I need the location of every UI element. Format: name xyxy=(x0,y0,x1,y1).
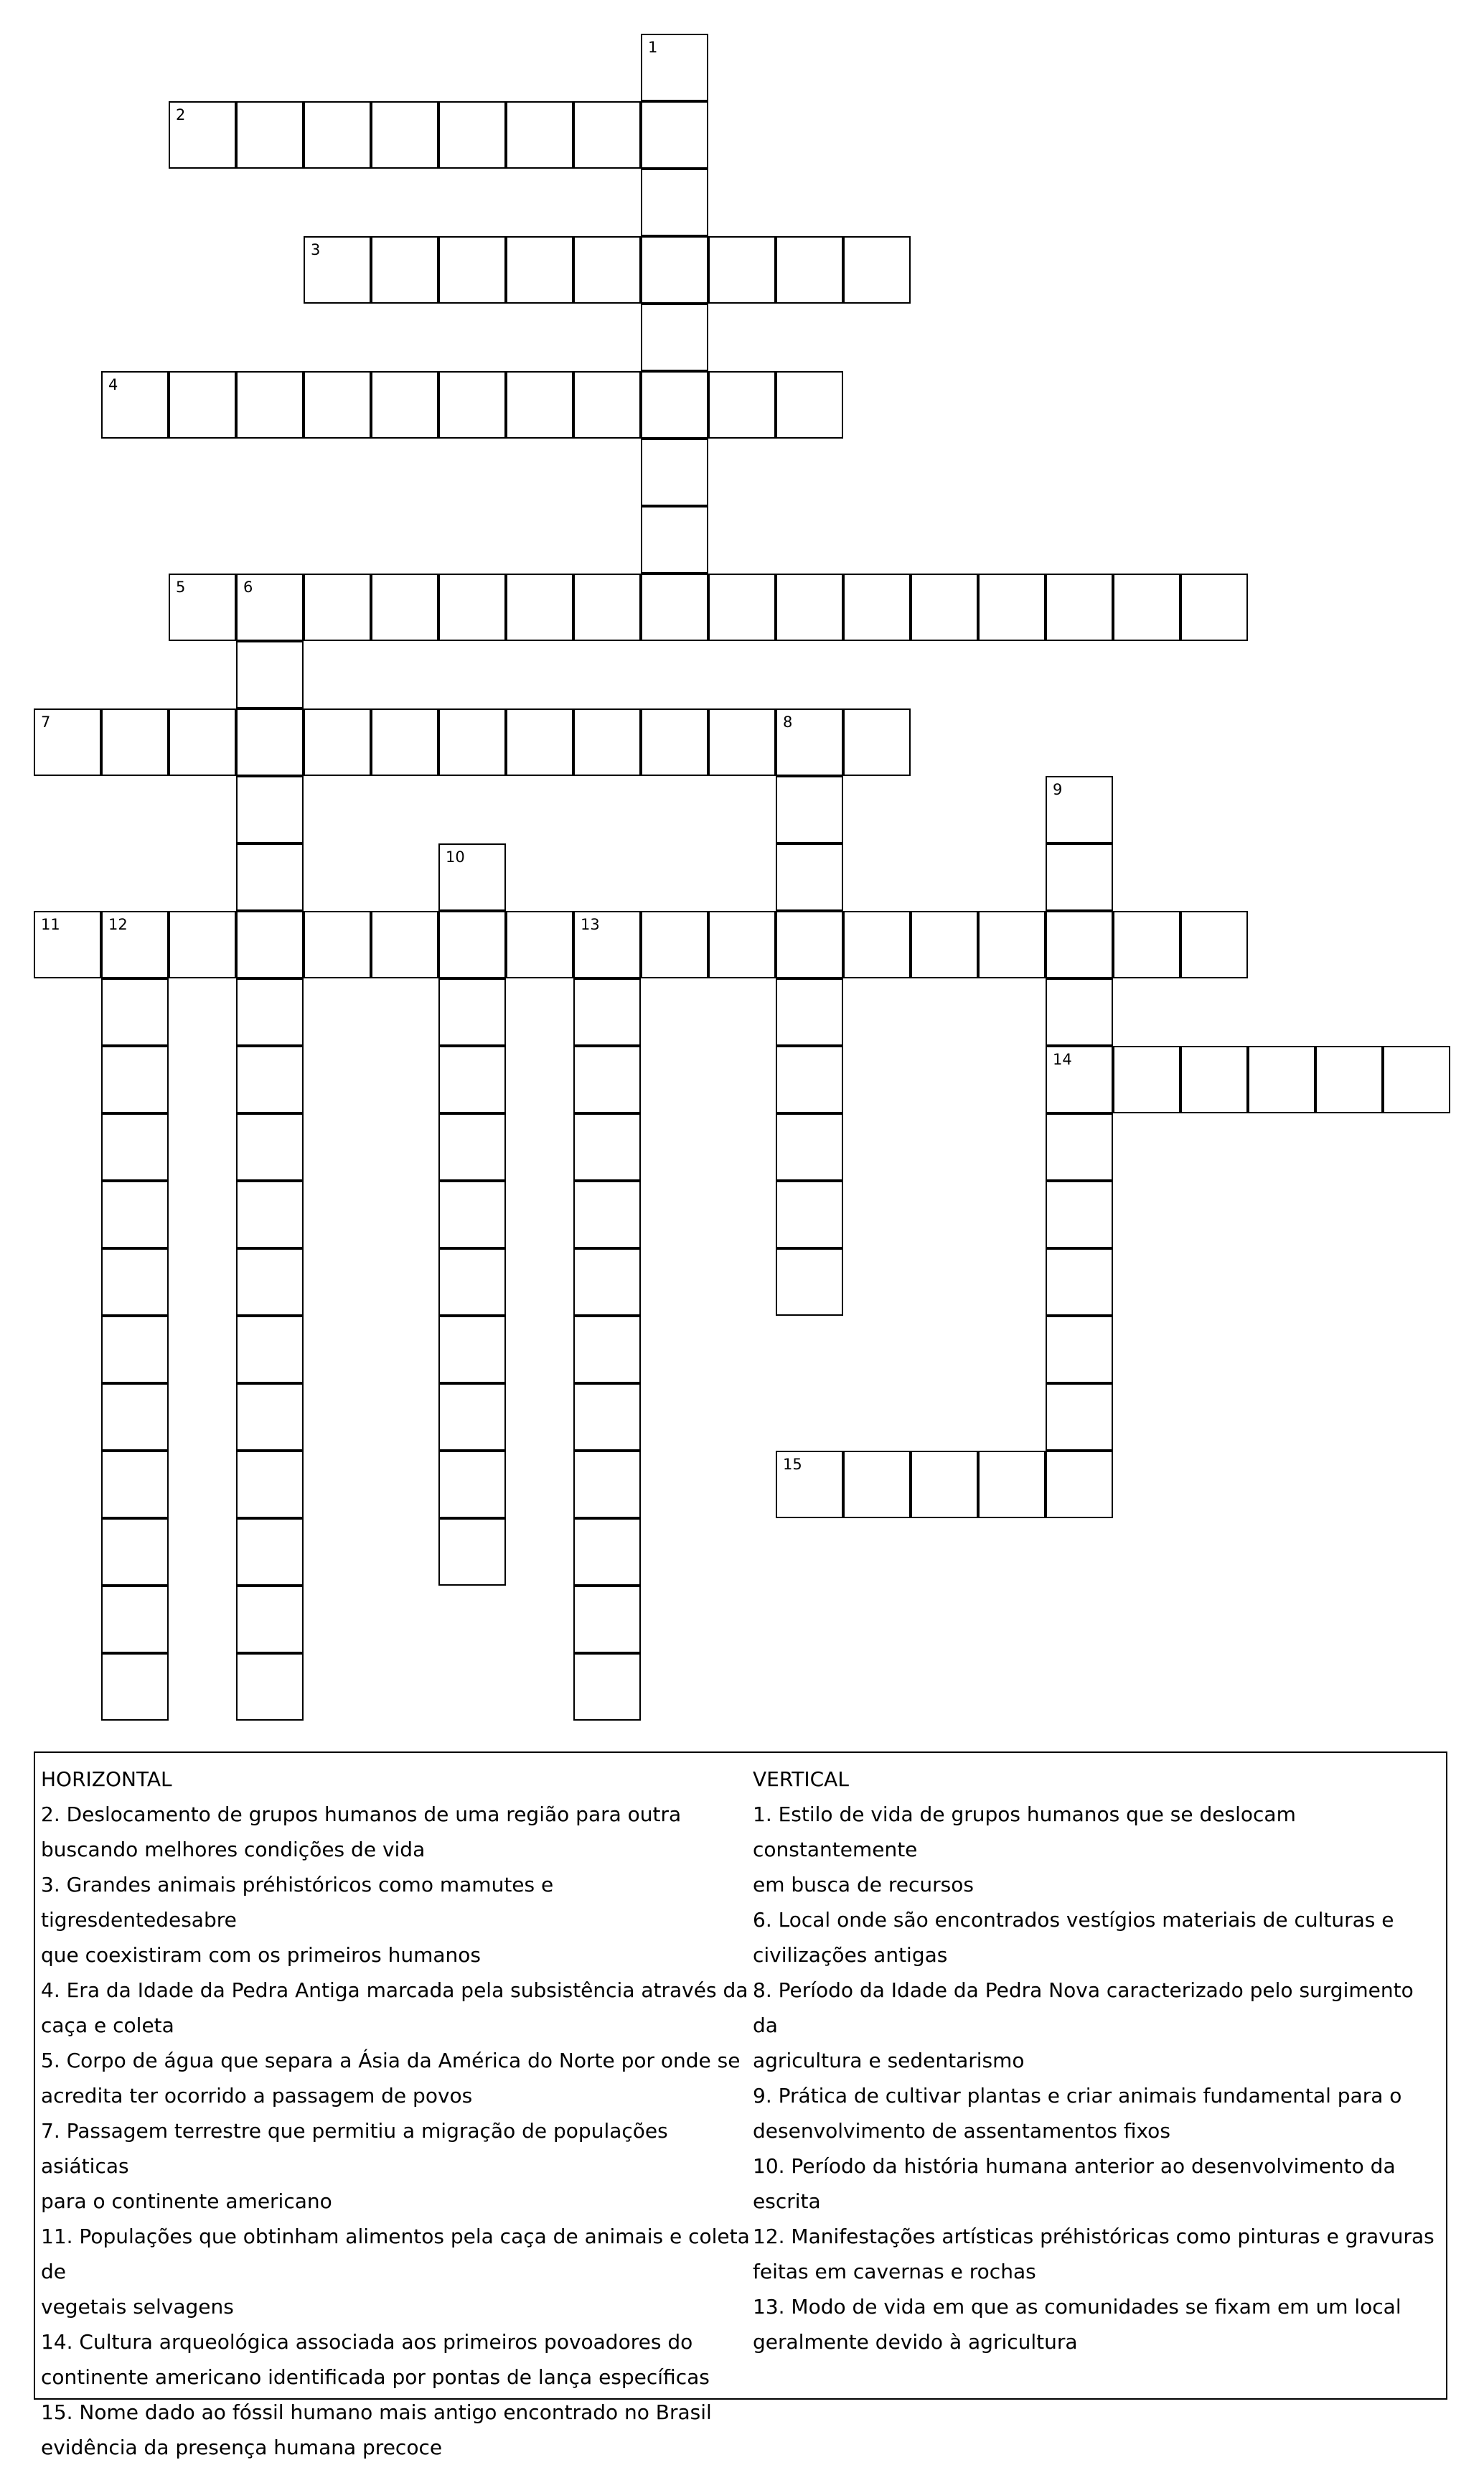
grid-cell[interactable] xyxy=(978,1451,1046,1518)
grid-cell[interactable] xyxy=(573,1653,641,1721)
grid-cell[interactable] xyxy=(573,1586,641,1653)
grid-cell[interactable] xyxy=(101,1046,169,1113)
clue-line: feitas em cavernas e rochas xyxy=(753,2260,1036,2283)
grid-cell[interactable] xyxy=(1046,574,1113,641)
grid-cell[interactable] xyxy=(236,371,304,439)
grid-cell[interactable] xyxy=(304,371,371,439)
grid-cell[interactable] xyxy=(371,101,438,169)
grid-cell[interactable] xyxy=(304,911,371,978)
clue-line: 4. Era da Idade da Pedra Antiga marcada pela subsistência através da xyxy=(41,1978,748,2002)
clue-number: 9 xyxy=(1053,781,1063,798)
clue-line: acredita ter ocorrido a passagem de povos xyxy=(41,2084,473,2108)
grid-cell[interactable] xyxy=(776,1248,843,1316)
clue-line: agricultura e sedentarismo xyxy=(753,2049,1025,2072)
grid-cell[interactable] xyxy=(573,911,641,978)
grid-cell[interactable] xyxy=(708,236,776,304)
grid-cell[interactable] xyxy=(843,708,911,776)
grid-cell[interactable] xyxy=(371,574,438,641)
clue-line: para o continente americano xyxy=(41,2189,332,2213)
clue-line: 2. Deslocamento de grupos humanos de uma região para outra xyxy=(41,1802,682,1826)
grid-cell[interactable] xyxy=(776,911,843,978)
grid-cell[interactable] xyxy=(1046,1383,1113,1451)
down-title: VERTICAL xyxy=(753,1767,849,1791)
grid-cell[interactable] xyxy=(1046,1046,1113,1113)
grid-cell[interactable] xyxy=(1046,776,1113,843)
down-clue-list xyxy=(753,1797,1442,2359)
grid-cell[interactable] xyxy=(1180,1046,1248,1113)
grid-cell[interactable] xyxy=(1046,1113,1113,1181)
grid-cell[interactable] xyxy=(641,101,708,169)
grid-cell[interactable] xyxy=(34,911,101,978)
grid-cell[interactable] xyxy=(573,1181,641,1248)
grid-cell[interactable] xyxy=(573,1451,641,1518)
grid-cell[interactable] xyxy=(573,236,641,304)
grid-cell[interactable] xyxy=(573,1518,641,1586)
clue-line: 7. Passagem terrestre que permitiu a migração de populações asiáticas xyxy=(41,2119,668,2178)
grid-cell[interactable] xyxy=(776,708,843,776)
grid-cell[interactable] xyxy=(978,574,1046,641)
clue-number: 4 xyxy=(108,376,118,393)
grid-cell[interactable] xyxy=(236,641,304,708)
clues-panel xyxy=(34,1751,1447,2459)
grid-cell[interactable] xyxy=(506,371,573,439)
clue-number: 14 xyxy=(1053,1051,1072,1068)
grid-cell[interactable] xyxy=(708,708,776,776)
clue-number: 12 xyxy=(108,916,128,933)
grid-cell[interactable] xyxy=(843,236,911,304)
grid-cell[interactable] xyxy=(101,1316,169,1383)
grid-cell[interactable] xyxy=(438,1451,506,1518)
grid-cell[interactable] xyxy=(169,101,236,169)
grid-cell[interactable] xyxy=(34,708,101,776)
clue-line: 11. Populações que obtinham alimentos pela caça de animais e coleta de xyxy=(41,2225,750,2283)
clue-number: 6 xyxy=(243,579,253,596)
grid-cell[interactable] xyxy=(573,1383,641,1451)
grid-cell[interactable] xyxy=(776,236,843,304)
grid-cell[interactable] xyxy=(438,1113,506,1181)
grid-cell[interactable] xyxy=(776,776,843,843)
grid-cell[interactable] xyxy=(236,1586,304,1653)
grid-cell[interactable] xyxy=(438,1181,506,1248)
grid-cell[interactable] xyxy=(506,101,573,169)
across-clue-list xyxy=(41,1797,751,2465)
clue-line: evidência da presença humana precoce xyxy=(41,2436,443,2459)
grid-cell[interactable] xyxy=(573,1113,641,1181)
clue-line: 9. Prática de cultivar plantas e criar animais fundamental para o xyxy=(753,2084,1402,2108)
clue-line: 5. Corpo de água que separa a Ásia da América do Norte por onde se xyxy=(41,2049,741,2072)
grid-cell[interactable] xyxy=(236,1046,304,1113)
grid-cell[interactable] xyxy=(843,911,911,978)
grid-cell[interactable] xyxy=(101,1518,169,1586)
grid-cell[interactable] xyxy=(641,574,708,641)
grid-cell[interactable] xyxy=(371,371,438,439)
grid-cell[interactable] xyxy=(641,304,708,371)
grid-cell[interactable] xyxy=(1383,1046,1450,1113)
grid-cell[interactable] xyxy=(438,978,506,1046)
grid-cell[interactable] xyxy=(236,911,304,978)
grid-cell[interactable] xyxy=(236,978,304,1046)
clue-line: continente americano identificada por pontas de lança específicas xyxy=(41,2365,710,2389)
grid-cell[interactable] xyxy=(776,978,843,1046)
clue-line: 3. Grandes animais préhistóricos como mamutes e tigresdentedesabre xyxy=(41,1873,554,1932)
grid-cell[interactable] xyxy=(506,574,573,641)
grid-cell[interactable] xyxy=(506,708,573,776)
grid-cell[interactable] xyxy=(236,1451,304,1518)
grid-cell[interactable] xyxy=(1046,1451,1113,1518)
grid-cell[interactable] xyxy=(641,34,708,101)
clue-number: 2 xyxy=(176,106,186,123)
clue-number: 1 xyxy=(648,39,658,56)
grid-cell[interactable] xyxy=(438,1316,506,1383)
grid-cell[interactable] xyxy=(101,1181,169,1248)
grid-cell[interactable] xyxy=(101,371,169,439)
grid-cell[interactable] xyxy=(371,708,438,776)
grid-cell[interactable] xyxy=(708,371,776,439)
grid-cell[interactable] xyxy=(169,708,236,776)
clue-line: em busca de recursos xyxy=(753,1873,974,1896)
grid-cell[interactable] xyxy=(911,1451,978,1518)
clue-line: 15. Nome dado ao fóssil humano mais antigo encontrado no Brasil xyxy=(41,2400,712,2424)
grid-cell[interactable] xyxy=(438,708,506,776)
grid-cell[interactable] xyxy=(1046,1248,1113,1316)
grid-cell[interactable] xyxy=(641,371,708,439)
clue-number: 3 xyxy=(311,241,321,258)
clue-number: 15 xyxy=(783,1456,802,1473)
grid-cell[interactable] xyxy=(1046,843,1113,911)
grid-cell[interactable] xyxy=(236,574,304,641)
clue-line: 8. Período da Idade da Pedra Nova caracterizado pelo surgimento da xyxy=(753,1978,1414,2037)
grid-cell[interactable] xyxy=(438,911,506,978)
grid-cell[interactable] xyxy=(236,776,304,843)
grid-cell[interactable] xyxy=(641,911,708,978)
clue-line: civilizações antigas xyxy=(753,1943,948,1967)
grid-cell[interactable] xyxy=(978,911,1046,978)
clue-number: 8 xyxy=(783,714,793,731)
clue-number: 11 xyxy=(41,916,60,933)
grid-cell[interactable] xyxy=(776,1046,843,1113)
grid-cell[interactable] xyxy=(236,1113,304,1181)
grid-cell[interactable] xyxy=(236,1248,304,1316)
across-clues xyxy=(41,1762,751,2465)
grid-cell[interactable] xyxy=(776,1451,843,1518)
clue-line: 10. Período da história humana anterior ao desenvolvimento da escrita xyxy=(753,2154,1396,2213)
grid-cell[interactable] xyxy=(236,101,304,169)
grid-cell[interactable] xyxy=(101,1113,169,1181)
grid-cell[interactable] xyxy=(101,1451,169,1518)
grid-cell[interactable] xyxy=(573,371,641,439)
grid-cell[interactable] xyxy=(438,236,506,304)
grid-cell[interactable] xyxy=(101,978,169,1046)
clue-line: vegetais selvagens xyxy=(41,2295,234,2319)
grid-cell[interactable] xyxy=(911,574,978,641)
grid-cell[interactable] xyxy=(776,1181,843,1248)
grid-cell[interactable] xyxy=(573,101,641,169)
grid-cell[interactable] xyxy=(304,574,371,641)
down-clues xyxy=(753,1762,1442,2359)
grid-cell[interactable] xyxy=(1113,911,1180,978)
grid-cell[interactable] xyxy=(438,371,506,439)
grid-cell[interactable] xyxy=(101,708,169,776)
grid-cell[interactable] xyxy=(1046,911,1113,978)
across-title: HORIZONTAL xyxy=(41,1767,172,1791)
grid-cell[interactable] xyxy=(708,911,776,978)
grid-cell[interactable] xyxy=(1180,574,1248,641)
grid-cell[interactable] xyxy=(169,911,236,978)
grid-cell[interactable] xyxy=(304,236,371,304)
grid-cell[interactable] xyxy=(438,843,506,911)
grid-cell[interactable] xyxy=(641,439,708,506)
grid-cell[interactable] xyxy=(776,843,843,911)
grid-cell[interactable] xyxy=(236,1181,304,1248)
grid-cell[interactable] xyxy=(573,1046,641,1113)
grid-cell[interactable] xyxy=(101,1653,169,1721)
grid-cell[interactable] xyxy=(169,574,236,641)
grid-cell[interactable] xyxy=(371,236,438,304)
grid-cell[interactable] xyxy=(1248,1046,1315,1113)
clue-line: desenvolvimento de assentamentos fixos xyxy=(753,2119,1170,2143)
clue-number: 7 xyxy=(41,714,51,731)
grid-cell[interactable] xyxy=(843,574,911,641)
grid-cell[interactable] xyxy=(911,911,978,978)
grid-cell[interactable] xyxy=(438,101,506,169)
grid-cell[interactable] xyxy=(1180,911,1248,978)
grid-cell[interactable] xyxy=(573,978,641,1046)
grid-cell[interactable] xyxy=(573,708,641,776)
grid-cell[interactable] xyxy=(1113,574,1180,641)
grid-cell[interactable] xyxy=(101,1383,169,1451)
grid-cell[interactable] xyxy=(101,1586,169,1653)
grid-cell[interactable] xyxy=(708,574,776,641)
grid-cell[interactable] xyxy=(573,1316,641,1383)
clue-line: 14. Cultura arqueológica associada aos primeiros povoadores do xyxy=(41,2330,693,2354)
grid-cell[interactable] xyxy=(641,506,708,574)
clue-line: 12. Manifestações artísticas préhistóricas como pinturas e gravuras xyxy=(753,2225,1434,2248)
clue-line: 13. Modo de vida em que as comunidades se fixam em um local xyxy=(753,2295,1401,2319)
clue-line: 1. Estilo de vida de grupos humanos que se deslocam constantemente xyxy=(753,1802,1296,1861)
grid-cell[interactable] xyxy=(371,911,438,978)
grid-cell[interactable] xyxy=(506,911,573,978)
grid-cell[interactable] xyxy=(1046,1316,1113,1383)
grid-cell[interactable] xyxy=(304,708,371,776)
grid-cell[interactable] xyxy=(1046,978,1113,1046)
grid-cell[interactable] xyxy=(776,1113,843,1181)
grid-cell[interactable] xyxy=(101,911,169,978)
grid-cell[interactable] xyxy=(236,1653,304,1721)
grid-cell[interactable] xyxy=(236,1316,304,1383)
grid-cell[interactable] xyxy=(438,1383,506,1451)
clue-line: geralmente devido à agricultura xyxy=(753,2330,1078,2354)
clue-line: buscando melhores condições de vida xyxy=(41,1838,426,1861)
grid-cell[interactable] xyxy=(101,1248,169,1316)
grid-cell[interactable] xyxy=(236,708,304,776)
clue-line: que coexistiram com os primeiros humanos xyxy=(41,1943,482,1967)
grid-cell[interactable] xyxy=(641,169,708,236)
grid-cell[interactable] xyxy=(169,371,236,439)
grid-cell[interactable] xyxy=(641,708,708,776)
grid-cell[interactable] xyxy=(641,236,708,304)
grid-cell[interactable] xyxy=(236,1518,304,1586)
grid-cell[interactable] xyxy=(236,843,304,911)
grid-cell[interactable] xyxy=(438,1518,506,1586)
grid-cell[interactable] xyxy=(438,1248,506,1316)
grid-cell[interactable] xyxy=(438,1046,506,1113)
clue-line: caça e coleta xyxy=(41,2013,174,2037)
clue-number: 10 xyxy=(446,848,465,866)
clue-number: 5 xyxy=(176,579,186,596)
grid-cell[interactable] xyxy=(506,236,573,304)
grid-cell[interactable] xyxy=(1315,1046,1383,1113)
grid-cell[interactable] xyxy=(438,574,506,641)
grid-cell[interactable] xyxy=(1113,1046,1180,1113)
grid-cell[interactable] xyxy=(843,1451,911,1518)
grid-cell[interactable] xyxy=(236,1383,304,1451)
grid-cell[interactable] xyxy=(304,101,371,169)
grid-cell[interactable] xyxy=(1046,1181,1113,1248)
clue-line: 6. Local onde são encontrados vestígios materiais de culturas e xyxy=(753,1908,1394,1932)
grid-cell[interactable] xyxy=(573,574,641,641)
grid-cell[interactable] xyxy=(776,371,843,439)
grid-cell[interactable] xyxy=(573,1248,641,1316)
clue-number: 13 xyxy=(581,916,600,933)
grid-cell[interactable] xyxy=(776,574,843,641)
